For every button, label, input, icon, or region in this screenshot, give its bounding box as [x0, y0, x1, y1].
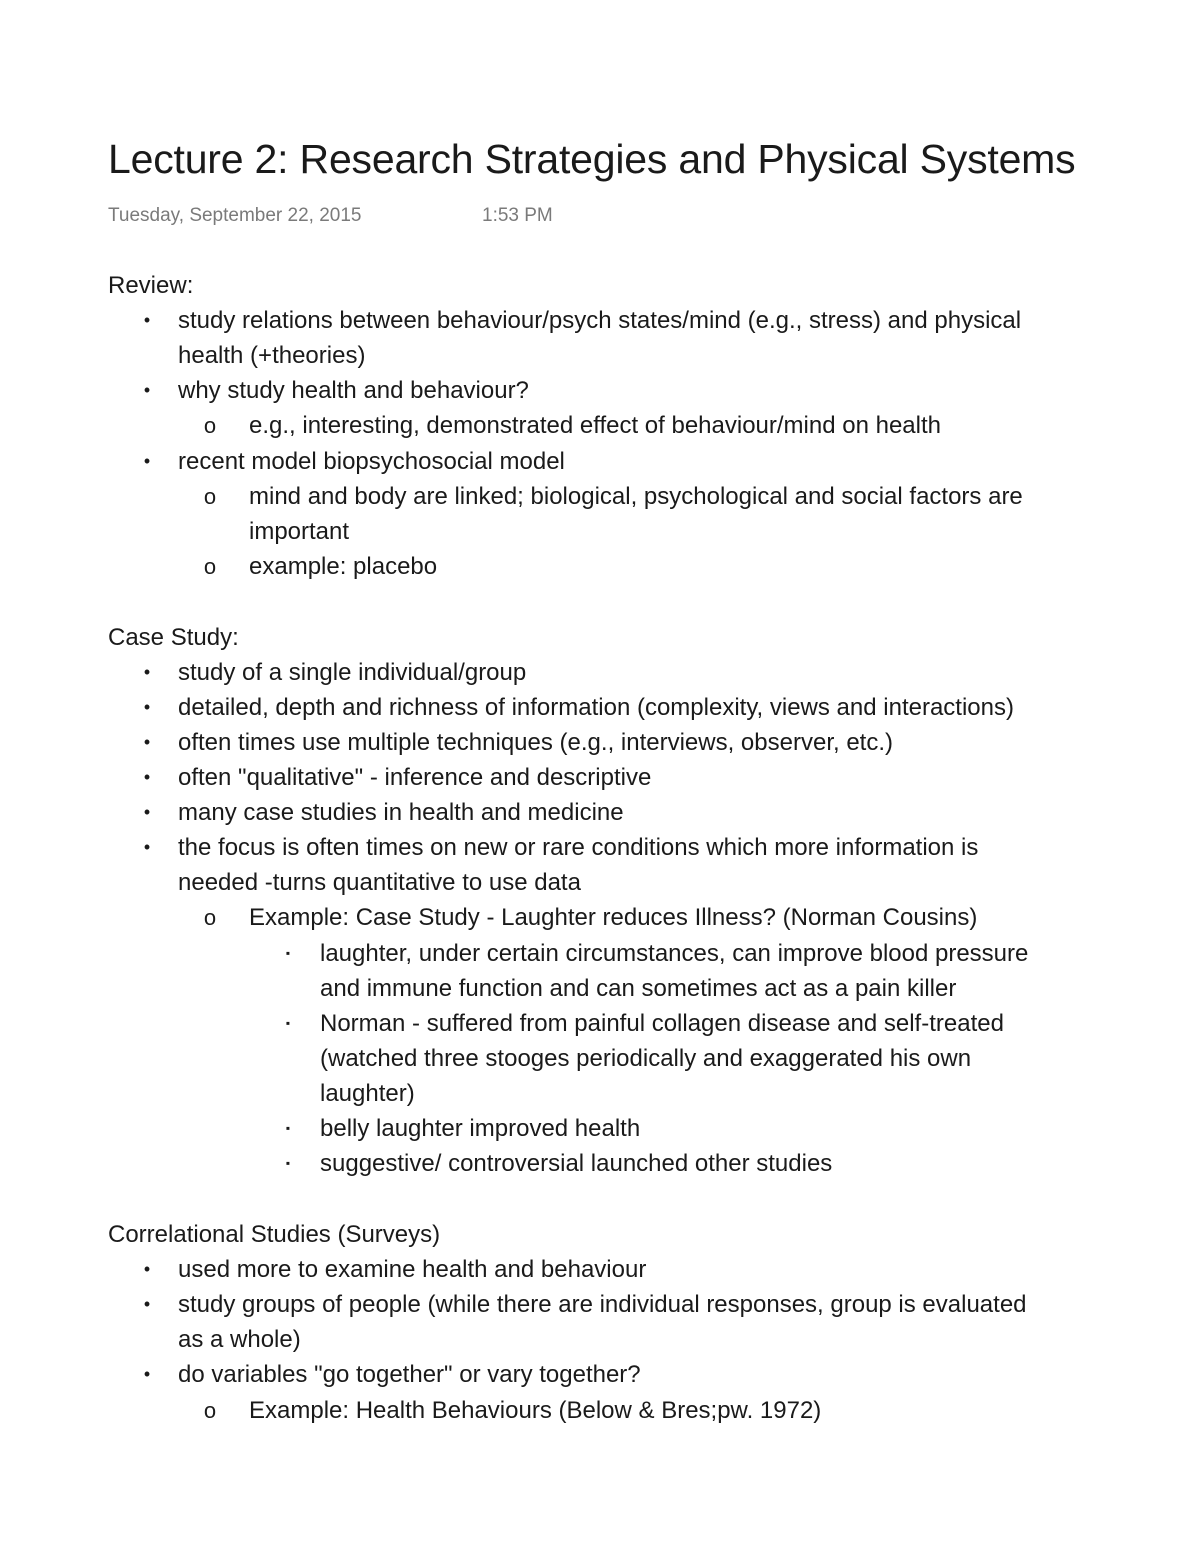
list-item: e.g., interesting, demonstrated effect of behaviour/mind on health [249, 412, 941, 439]
bullet-circle-icon: o [203, 484, 217, 509]
list-item: laughter, under certain circumstances, can improve blood pressure [320, 940, 1029, 967]
list-item: Example: Health Behaviours (Below & Bres;pw. 1972) [249, 1397, 822, 1424]
bullet-disc-icon: • [143, 1364, 151, 1384]
bullet-square-icon: ▪ [285, 1016, 291, 1030]
note-date: Tuesday, September 22, 2015 [108, 205, 362, 226]
list-item: do variables "go together" or vary together? [178, 1361, 641, 1388]
bullet-square-icon: ▪ [285, 1156, 291, 1170]
bullet-disc-icon: • [143, 380, 151, 400]
list-item: often "qualitative" - inference and descriptive [178, 764, 652, 791]
list-item: study groups of people (while there are individual responses, group is evaluated [178, 1291, 1027, 1318]
list-item: why study health and behaviour? [178, 377, 529, 404]
list-item: many case studies in health and medicine [178, 799, 624, 826]
bullet-disc-icon: • [143, 732, 151, 752]
bullet-disc-icon: • [143, 767, 151, 787]
list-item: detailed, depth and richness of information (complexity, views and interactions) [178, 694, 1014, 721]
list-item-continuation: laughter) [320, 1080, 415, 1107]
bullet-circle-icon: o [203, 905, 217, 930]
list-item-continuation: health (+theories) [178, 342, 366, 369]
list-item-continuation: important [249, 518, 350, 545]
bullet-square-icon: ▪ [285, 946, 291, 960]
bullet-disc-icon: • [143, 662, 151, 682]
list-item-continuation: (watched three stooges periodically and exaggerated his own [320, 1045, 972, 1072]
list-item: study of a single individual/group [178, 659, 527, 686]
list-item-continuation: as a whole) [178, 1326, 301, 1353]
list-item: used more to examine health and behaviour [178, 1256, 647, 1283]
list-item-continuation: needed -turns quantitative to use data [178, 869, 581, 896]
note-time: 1:53 PM [482, 205, 553, 226]
bullet-circle-icon: o [203, 1398, 217, 1423]
list-item: belly laughter improved health [320, 1115, 641, 1142]
bullet-disc-icon: • [143, 837, 151, 857]
list-item: recent model biopsychosocial model [178, 448, 565, 475]
list-item: the focus is often times on new or rare conditions which more information is [178, 834, 979, 861]
page-title: Lecture 2: Research Strategies and Physical Systems [108, 136, 1076, 182]
section-heading-correlational: Correlational Studies (Surveys) [108, 1221, 441, 1248]
bullet-disc-icon: • [143, 802, 151, 822]
list-item: example: placebo [249, 553, 438, 580]
bullet-square-icon: ▪ [285, 1121, 291, 1135]
bullet-disc-icon: • [143, 1294, 151, 1314]
bullet-disc-icon: • [143, 697, 151, 717]
bullet-disc-icon: • [143, 1259, 151, 1279]
list-item: often times use multiple techniques (e.g., interviews, observer, etc.) [178, 729, 893, 756]
note-metadata [108, 203, 553, 229]
list-item: suggestive/ controversial launched other studies [320, 1150, 833, 1177]
bullet-circle-icon: o [203, 554, 217, 579]
bullet-circle-icon: o [203, 413, 217, 438]
list-item: mind and body are linked; biological, psychological and social factors are [249, 483, 1023, 510]
list-item: study relations between behaviour/psych states/mind (e.g., stress) and physical [178, 307, 1022, 334]
list-item: Example: Case Study - Laughter reduces Illness? (Norman Cousins) [249, 904, 978, 931]
list-item-continuation: and immune function and can sometimes act as a pain killer [320, 975, 957, 1002]
section-heading-review: Review: [108, 272, 194, 299]
list-item: Norman - suffered from painful collagen disease and self-treated [320, 1010, 1004, 1037]
bullet-disc-icon: • [143, 451, 151, 471]
bullet-disc-icon: • [143, 310, 151, 330]
section-heading-case-study: Case Study: [108, 624, 239, 651]
